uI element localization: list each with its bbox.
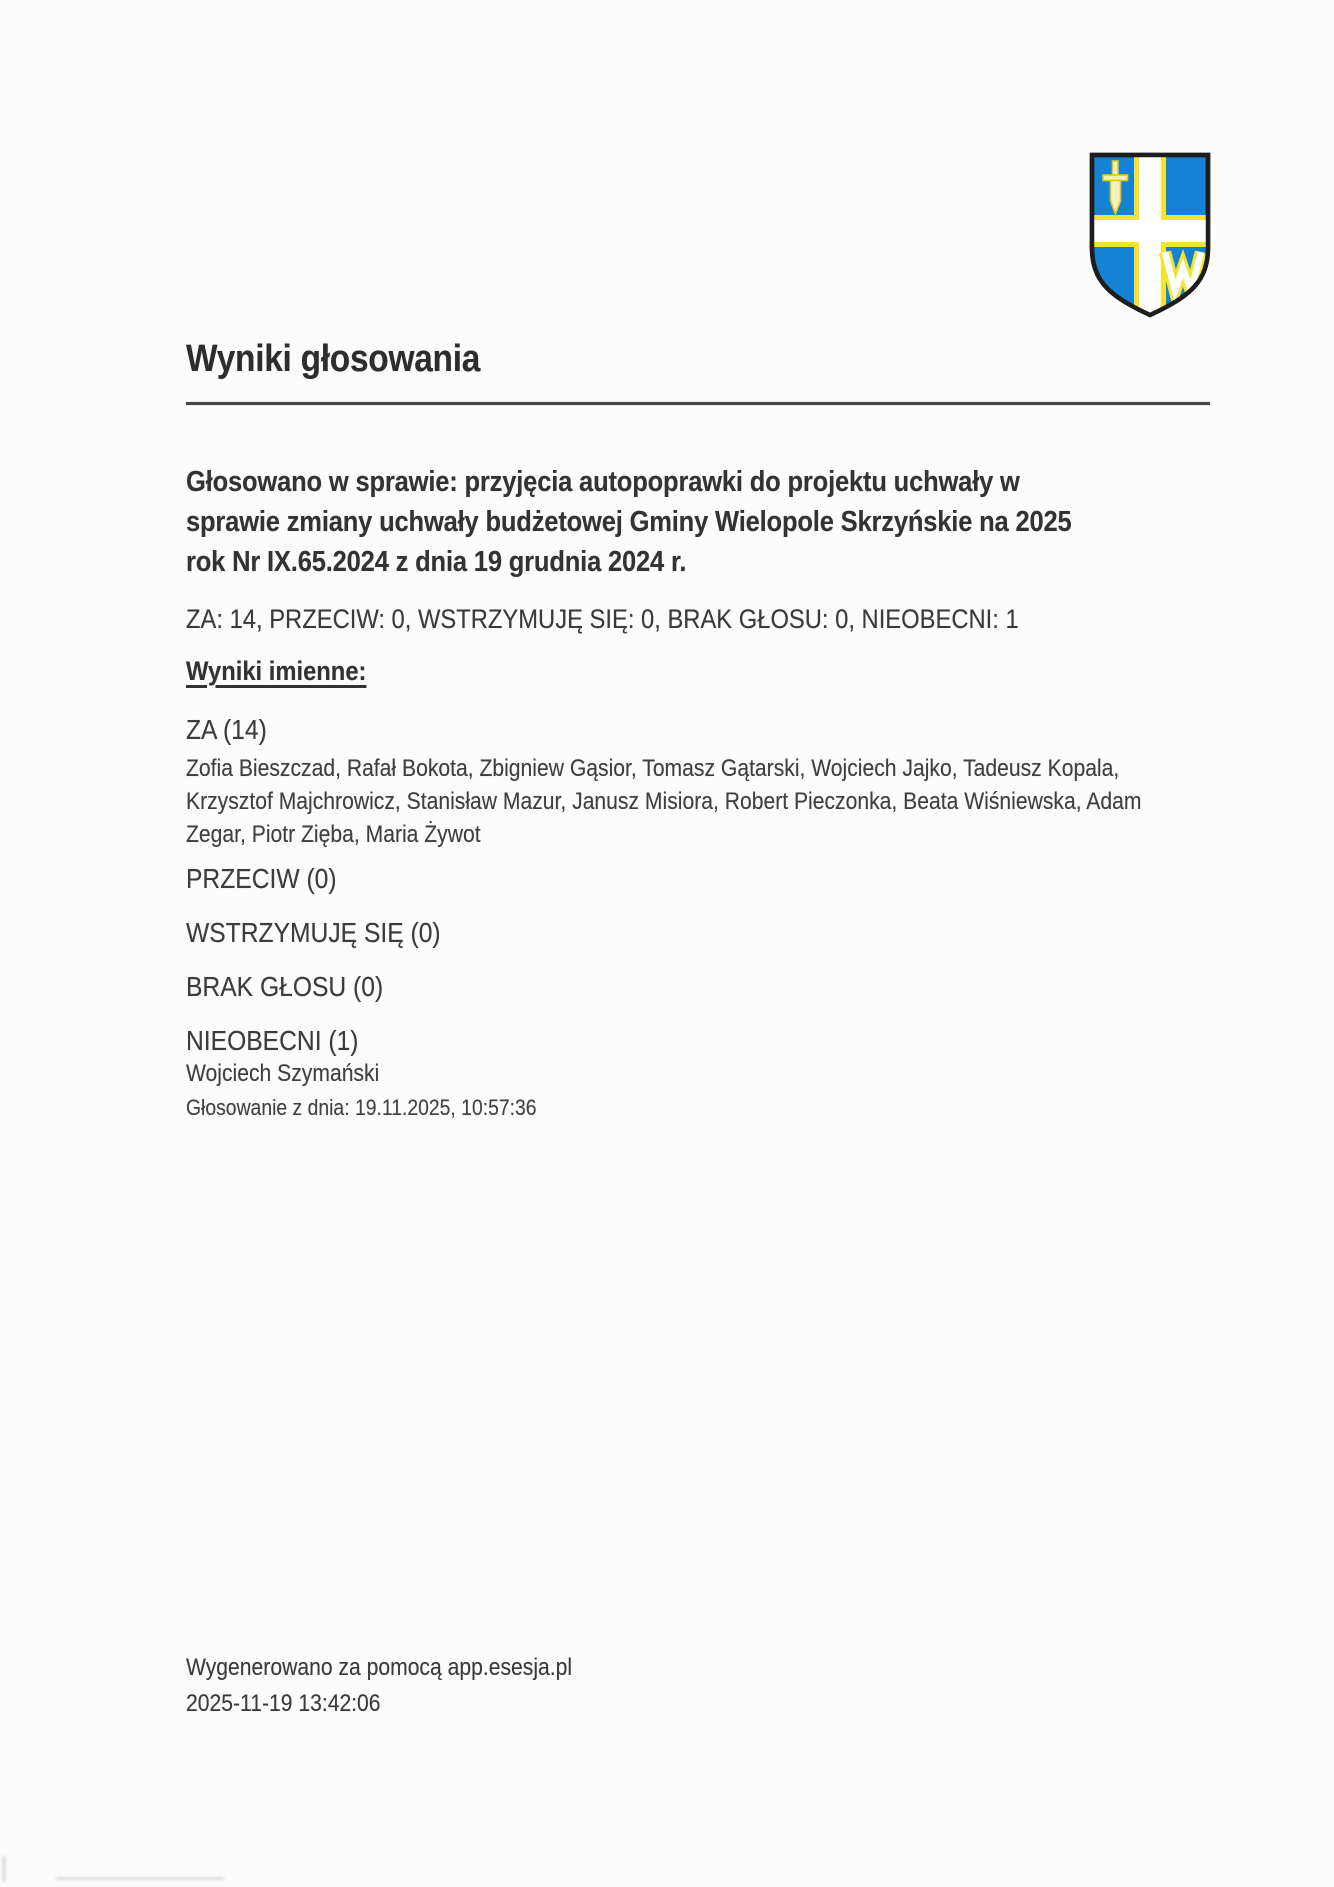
- scan-artifact: [2, 1856, 6, 1882]
- footer-generated-with: Wygenerowano za pomocą app.esesja.pl: [186, 1654, 573, 1681]
- page-title: Wyniki głosowania: [186, 338, 481, 380]
- document-footer: [186, 1650, 572, 1722]
- section-brak-glosu-label: BRAK GŁOSU (0): [186, 971, 384, 1002]
- results-heading: Wyniki imienne:: [186, 656, 367, 686]
- coat-of-arms-icon: [1087, 151, 1213, 319]
- vote-subject-line: Głosowano w sprawie: przyjęcia autopoprawki do projektu uchwały w: [186, 466, 1020, 498]
- section-nieobecni-label: NIEOBECNI (1): [186, 1025, 359, 1056]
- section-nieobecni-names: Wojciech Szymański: [186, 1060, 380, 1087]
- section-przeciw-label: PRZECIW (0): [186, 863, 337, 894]
- names-line: Zegar, Piotr Zięba, Maria Żywot: [186, 821, 481, 848]
- scan-artifact: [56, 1877, 224, 1880]
- vote-summary: ZA: 14, PRZECIW: 0, WSTRZYMUJĘ SIĘ: 0, BRAK GŁOSU: 0, NIEOBECNI: 1: [186, 604, 1019, 634]
- vote-subject-line: sprawie zmiany uchwały budżetowej Gminy Wielopole Skrzyńskie na 2025: [186, 506, 1072, 538]
- header-divider: [186, 402, 1210, 405]
- section-wstrzymuje-sie-label: WSTRZYMUJĘ SIĘ (0): [186, 917, 441, 948]
- section-za-label: ZA (14): [186, 714, 267, 745]
- section-za-names: [186, 752, 1141, 851]
- vote-subject: [186, 462, 1072, 582]
- vote-date: Głosowanie z dnia: 19.11.2025, 10:57:36: [186, 1095, 537, 1120]
- footer-generated-at: 2025-11-19 13:42:06: [186, 1690, 381, 1717]
- vote-subject-line: rok Nr IX.65.2024 z dnia 19 grudnia 2024 r.: [186, 546, 687, 578]
- names-line: Zofia Bieszczad, Rafał Bokota, Zbigniew Gąsior, Tomasz Gątarski, Wojciech Jajko, Tadeusz Kopala,: [186, 755, 1120, 782]
- names-line: Krzysztof Majchrowicz, Stanisław Mazur, Janusz Misiora, Robert Pieczonka, Beata Wiśniewska, Adam: [186, 788, 1142, 815]
